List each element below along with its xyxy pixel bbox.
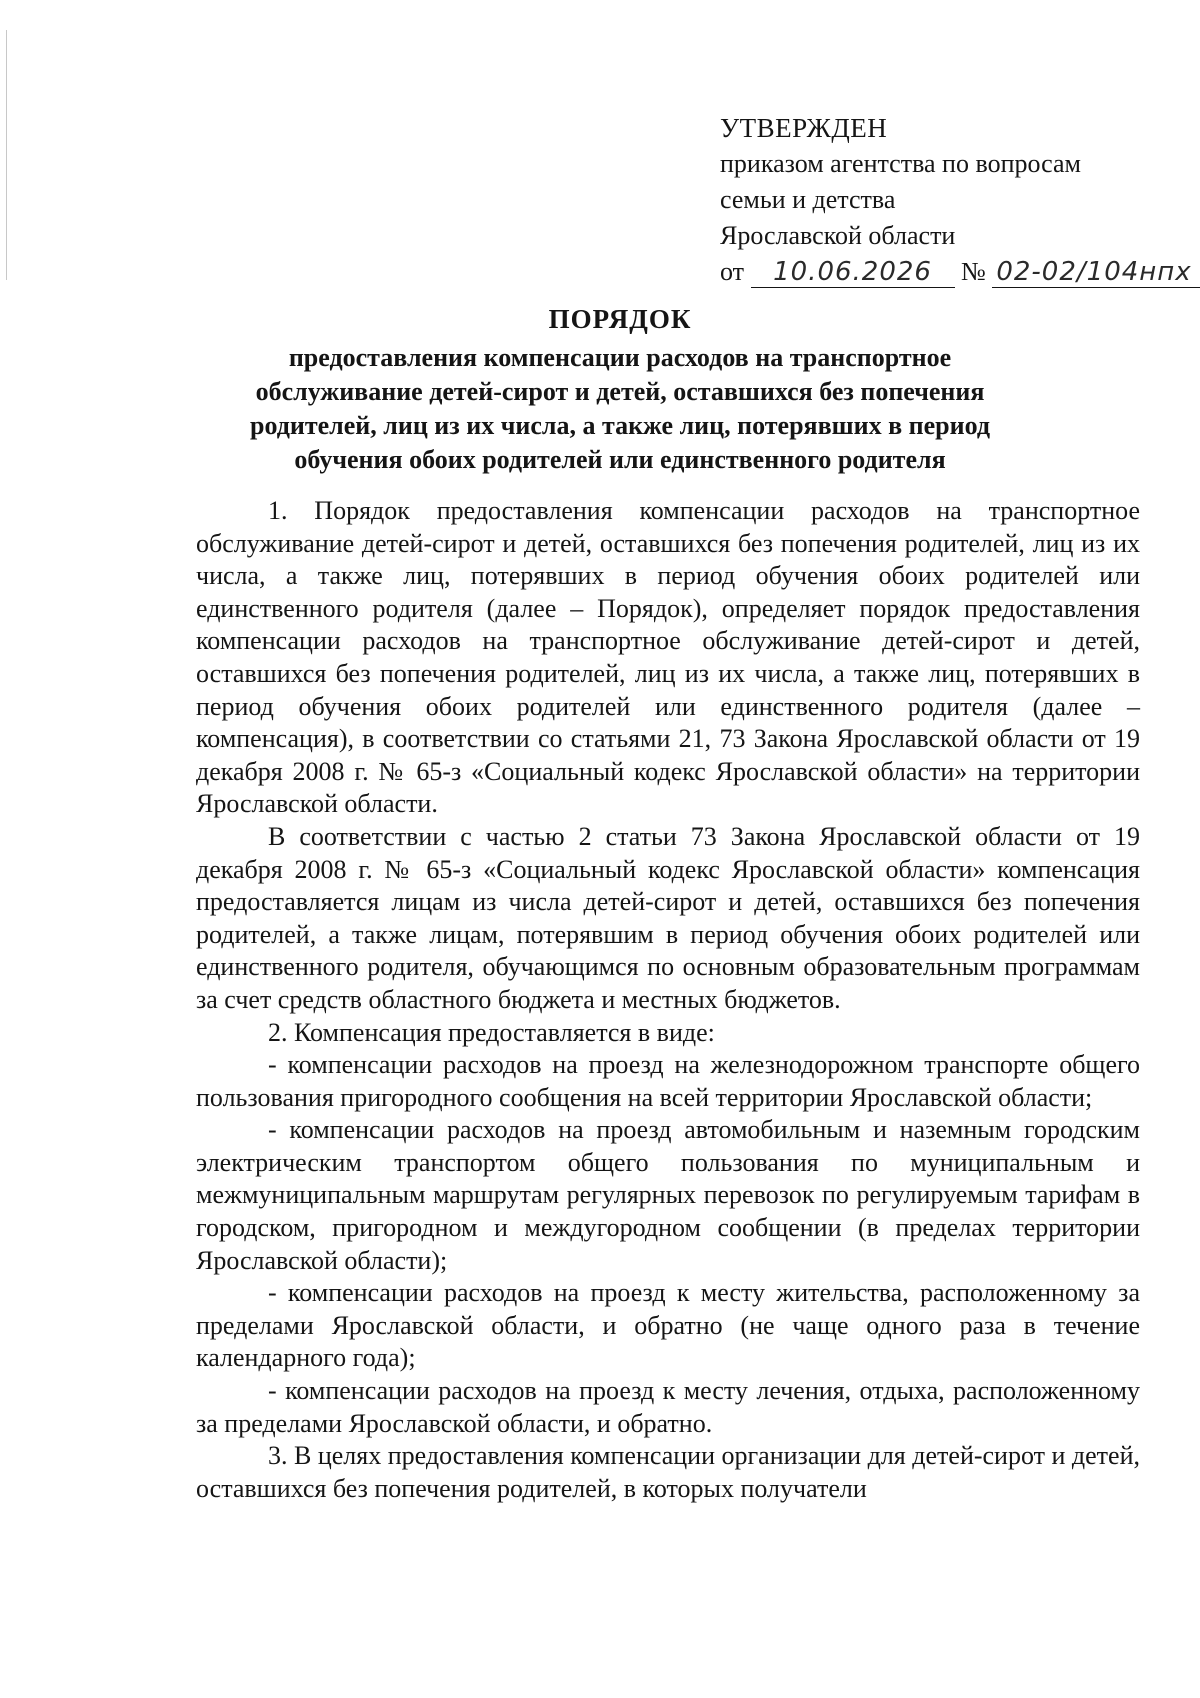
approval-line-3: Ярославской области (720, 221, 956, 250)
list-item: - компенсации расходов на проезд к месту лечения, отдыха, расположенному за пределами Ярославской области, и обратно. (196, 1376, 1140, 1438)
paragraph-1-continued: В соответствии с частью 2 статьи 73 Закона Ярославской области от 19 декабря 2008 г. № 65-з «Социальный кодекс Ярославской области» компенсация предоставляется лицам из числа детей-сирот и детей, оставшихся без попечения родителей, а также лицам, потерявшим в период обучения обоих родителей или единственного родителя, обучающимся по основным образовательным программам за счет средств областного бюджета и местных бюджетов. (196, 821, 1140, 1014)
document-title (180, 302, 1060, 477)
list-item: - компенсации расходов на проезд к месту жительства, расположенному за пределами Ярославской области, и обратно (не чаще одного раза в течение календарного года); (196, 1278, 1140, 1373)
list-item: - компенсации расходов на проезд на железнодорожном транспорте общего пользования пригородного сообщения на всей территории Ярославской области; (196, 1050, 1140, 1112)
date-prefix: от (720, 257, 745, 286)
approval-date: 10.06.2026 (751, 257, 955, 288)
number-prefix: № (961, 257, 986, 286)
paragraph-3: 3. В целях предоставления компенсации организации для детей-сирот и детей, оставшихся без попечения родителей, в которых получатели (196, 1441, 1140, 1503)
subtitle-line: обслуживание детей-сирот и детей, оставшихся без попечения (255, 377, 985, 406)
approval-line-2: семьи и детства (720, 185, 896, 214)
document-heading: ПОРЯДОК (548, 304, 692, 334)
approval-line-1: приказом агентства по вопросам (720, 149, 1081, 178)
subtitle-line: обучения обоих родителей или единственного родителя (294, 445, 946, 474)
paragraph-1: 1. Порядок предоставления компенсации расходов на транспортное обслуживание детей-сирот и детей, оставшихся без попечения родителей, лиц из их числа, а также лиц, потерявших в период обучения обоих родителей или единственного родителя (далее – Порядок), определяет порядок предоставления компенсации расходов на транспортное обслуживание детей-сирот и детей, оставшихся без попечения родителей, лиц из их числа, а также лиц, потерявших в период обучения обоих родителей или единственного родителя (далее – компенсация), в соответствии со статьями 21, 73 Закона Ярославской области от 19 декабря 2008 г. № 65-з «Социальный кодекс Ярославской области» на территории Ярославской области. (196, 496, 1140, 819)
paragraph-2: 2. Компенсация предоставляется в виде: (268, 1017, 715, 1047)
approval-title: УТВЕРЖДЕН (720, 113, 888, 143)
subtitle-line: предоставления компенсации расходов на транспортное (288, 343, 952, 372)
approval-block (720, 110, 1192, 290)
approval-number: 02-02/104нпх (992, 257, 1200, 288)
list-item: - компенсации расходов на проезд автомобильным и наземным городским электрическим транспортом общего пользования по муниципальным и межмуниципальным маршрутам регулярных перевозок по регулируемым тарифам в городском, пригородном и междугородном сообщении (в пределах территории Ярославской области); (196, 1115, 1140, 1275)
document-body (196, 495, 1140, 1505)
scan-edge-line (6, 30, 7, 280)
subtitle-line: родителей, лиц из их числа, а также лиц, потерявших в период (249, 411, 990, 440)
approval-date-number-row (720, 254, 1192, 290)
